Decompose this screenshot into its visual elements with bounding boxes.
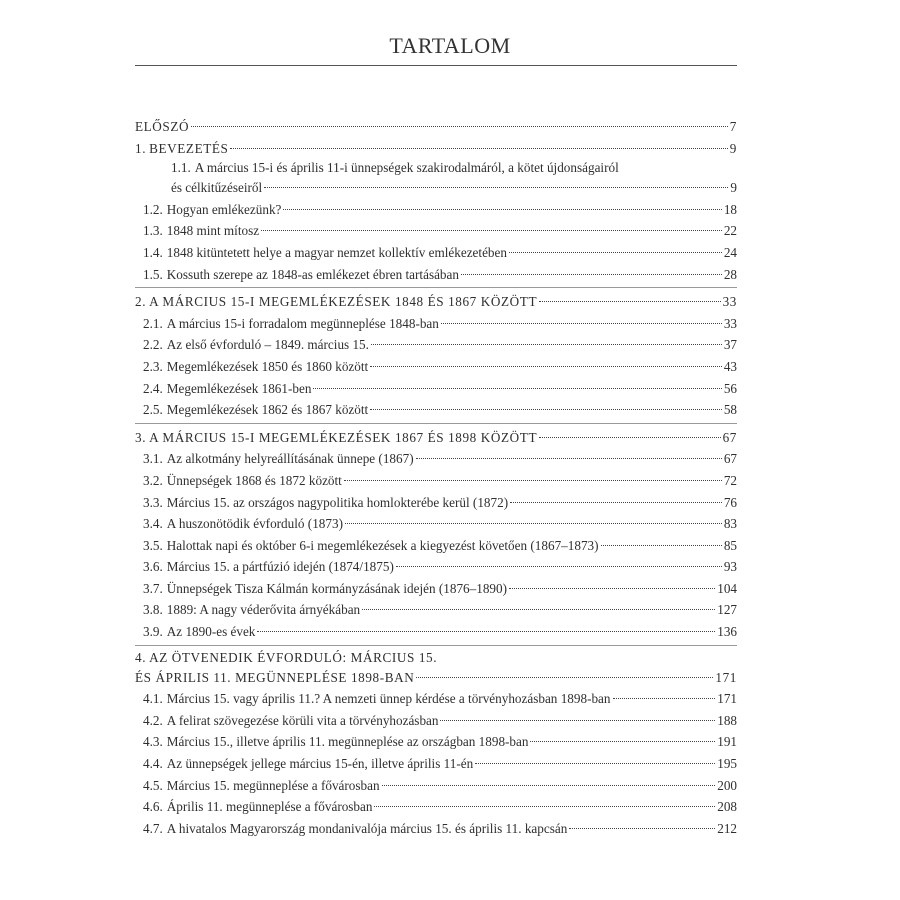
toc-number: 4.3. [143, 734, 163, 750]
toc-title: Április 11. megünneplése a fővárosban [166, 799, 373, 815]
toc-section[interactable] [135, 513, 737, 535]
toc-number: 2.4. [143, 380, 163, 396]
toc-number: 3.7. [143, 580, 163, 596]
toc-section[interactable] [135, 242, 737, 264]
toc-title: BEVEZETÉS [149, 140, 229, 156]
page-number: 67 [722, 429, 737, 445]
toc-number: 3.5. [143, 537, 163, 553]
page-number: 28 [723, 266, 737, 282]
toc-number: 3.8. [143, 602, 163, 618]
dot-leader [416, 458, 722, 459]
chapter-divider [135, 287, 737, 288]
toc-number: 4.2. [143, 712, 163, 728]
page-number: 200 [717, 777, 737, 793]
dot-leader [345, 523, 722, 524]
dot-leader [370, 366, 722, 367]
page-number: 85 [723, 537, 737, 553]
toc-section[interactable] [135, 448, 737, 470]
page-number: 18 [723, 201, 737, 217]
toc-number: 4.4. [143, 756, 163, 772]
toc-number: 4.5. [143, 777, 163, 793]
toc-section[interactable] [135, 731, 737, 753]
toc-section[interactable] [135, 470, 737, 492]
dot-leader [530, 741, 715, 742]
toc-number: 3.9. [143, 624, 163, 640]
toc-number: 2.1. [143, 315, 163, 331]
toc-section[interactable] [135, 492, 737, 514]
page-number: 104 [717, 580, 737, 596]
toc-section[interactable] [135, 688, 737, 710]
toc-section[interactable] [135, 578, 737, 600]
toc-number: 2.2. [143, 337, 163, 353]
page-number: 76 [723, 494, 737, 510]
toc-number: 1.1. [171, 160, 191, 176]
toc-title-first-line: AZ ÖTVENEDIK ÉVFORDULÓ: MÁRCIUS 15. [149, 649, 438, 665]
toc-section[interactable] [135, 818, 737, 840]
toc-section[interactable] [135, 399, 737, 421]
toc-title: A hivatalos Magyarország mondanivalója március 15. és április 11. kapcsán [166, 820, 568, 836]
page-number: 208 [717, 799, 737, 815]
dot-leader [613, 698, 716, 699]
toc-title: 1889: A nagy véderővita árnyékában [166, 602, 361, 618]
toc-title: 1848 mint mítosz [166, 223, 260, 239]
toc-number: 2. [135, 294, 147, 310]
toc-number: 3. [135, 429, 147, 445]
dot-leader [257, 631, 715, 632]
page-number: 33 [722, 294, 737, 310]
toc-title: Március 15., illetve április 11. megünneplése az országban 1898-ban [166, 734, 529, 750]
dot-leader [371, 344, 722, 345]
dot-leader [344, 480, 722, 481]
toc-title: Március 15. vagy április 11.? A nemzeti ünnep kérdése a törvényhozásban 1898-ban [166, 691, 611, 707]
toc-title: A MÁRCIUS 15-I MEGEMLÉKEZÉSEK 1848 ÉS 1867 KÖZÖTT [149, 294, 538, 310]
toc-section[interactable] [135, 621, 737, 643]
dot-leader [461, 274, 722, 275]
toc-chapter[interactable] [135, 427, 737, 449]
page-number: 72 [723, 472, 737, 488]
toc-title: ELŐSZÓ [135, 119, 190, 134]
dot-leader [261, 230, 722, 231]
page-number: 33 [723, 315, 737, 331]
toc-title: Kossuth szerepe az 1848-as emlékezet ébren tartásában [166, 266, 459, 282]
toc-title-first-line: A március 15-i és április 11-i ünnepségek szakirodalmáról, a kötet újdonságairól [194, 160, 619, 176]
dot-leader [396, 566, 722, 567]
dot-leader [362, 609, 715, 610]
page-number: 93 [723, 559, 737, 575]
page-number: 171 [715, 669, 737, 685]
toc-title: Március 15. az országos nagypolitika homlokterébe kerül (1872) [166, 494, 509, 510]
toc-number: 3.4. [143, 516, 163, 532]
page-number: 56 [723, 380, 737, 396]
toc-title: Ünnepségek 1868 és 1872 között [166, 472, 342, 488]
table-of-contents [135, 116, 737, 839]
toc-title: Az 1890-es évek [166, 624, 256, 640]
toc-section[interactable] [135, 159, 737, 199]
toc-section[interactable] [135, 599, 737, 621]
toc-title: Március 15. a pártfúzió idején (1874/1875) [166, 559, 394, 575]
page-number: 127 [717, 602, 737, 618]
page-number: 191 [717, 734, 737, 750]
toc-section[interactable] [135, 535, 737, 557]
dot-leader [313, 388, 721, 389]
page-number: 188 [717, 712, 737, 728]
chapter-divider [135, 423, 737, 424]
page-number: 58 [723, 402, 737, 418]
page-number: 212 [717, 820, 737, 836]
dot-leader [569, 828, 715, 829]
toc-title: A huszonötödik évforduló (1873) [166, 516, 343, 532]
toc-number: 4.6. [143, 799, 163, 815]
toc-title: A MÁRCIUS 15-I MEGEMLÉKEZÉSEK 1867 ÉS 1898 KÖZÖTT [149, 429, 538, 445]
dot-leader [264, 187, 728, 188]
toc-title: Megemlékezések 1861-ben [166, 380, 312, 396]
dot-leader [191, 126, 728, 127]
toc-chapter[interactable] [135, 291, 737, 313]
dot-leader [440, 720, 715, 721]
page-title: TARTALOM [389, 33, 511, 58]
toc-number: 1.4. [143, 244, 163, 260]
toc-section[interactable] [135, 356, 737, 378]
page-number: 67 [723, 451, 737, 467]
chapter-divider [135, 645, 737, 646]
toc-section[interactable] [135, 796, 737, 818]
dot-leader [283, 209, 721, 210]
toc-chapter[interactable] [135, 138, 737, 160]
page-number: 9 [729, 140, 737, 156]
dot-leader [510, 502, 722, 503]
toc-title: Az első évforduló – 1849. március 15. [166, 337, 369, 353]
toc-section[interactable] [135, 199, 737, 221]
toc-section[interactable] [135, 378, 737, 400]
toc-title: Az ünnepségek jellege március 15-én, illetve április 11-én [166, 756, 474, 772]
toc-title: és célkitűzéseiről [171, 180, 263, 196]
dot-leader [539, 301, 721, 302]
toc-number: 1.5. [143, 266, 163, 282]
toc-section[interactable] [135, 220, 737, 242]
toc-chapter[interactable] [135, 649, 737, 689]
toc-section[interactable] [135, 753, 737, 775]
toc-number: 4. [135, 649, 147, 665]
dot-leader [509, 588, 715, 589]
toc-number: 4.1. [143, 691, 163, 707]
page-number: 43 [723, 358, 737, 374]
toc-number: 3.2. [143, 472, 163, 488]
toc-section[interactable] [135, 334, 737, 356]
dot-leader [539, 437, 721, 438]
dot-leader [509, 252, 722, 253]
toc-title: Az alkotmány helyreállításának ünnepe (1867) [166, 451, 414, 467]
toc-number: 3.6. [143, 559, 163, 575]
toc-number: 1. [135, 140, 147, 156]
toc-title: Megemlékezések 1850 és 1860 között [166, 358, 369, 374]
toc-title: A felirat szövegezése körüli vita a törvényhozásban [166, 712, 439, 728]
dot-leader [230, 148, 727, 149]
toc-title: 1848 kitüntetett helye a magyar nemzet kollektív emlékezetében [166, 244, 507, 260]
toc-title: Március 15. megünneplése a fővárosban [166, 777, 380, 793]
title-divider [135, 65, 737, 66]
toc-section[interactable] [135, 264, 737, 286]
toc-chapter[interactable] [135, 116, 737, 138]
toc-section[interactable] [135, 313, 737, 335]
page-number: 37 [723, 337, 737, 353]
dot-leader [601, 545, 722, 546]
dot-leader [382, 785, 716, 786]
page-number: 22 [723, 223, 737, 239]
dot-leader [374, 806, 715, 807]
page-number: 195 [717, 756, 737, 772]
dot-leader [416, 677, 713, 678]
dot-leader [370, 409, 722, 410]
toc-title: Hogyan emlékezünk? [166, 201, 282, 217]
page-number: 136 [717, 624, 737, 640]
page-number: 24 [723, 244, 737, 260]
toc-number: 3.3. [143, 494, 163, 510]
toc-number: 4.7. [143, 820, 163, 836]
page-number: 83 [723, 516, 737, 532]
dot-leader [475, 763, 715, 764]
dot-leader [441, 323, 722, 324]
page-number: 7 [729, 119, 737, 134]
toc-section[interactable] [135, 710, 737, 732]
toc-number: 3.1. [143, 451, 163, 467]
toc-section[interactable] [135, 775, 737, 797]
toc-title: Megemlékezések 1862 és 1867 között [166, 402, 369, 418]
toc-title: A március 15-i forradalom megünneplése 1848-ban [166, 315, 439, 331]
toc-number: 1.3. [143, 223, 163, 239]
toc-title: ÉS ÁPRILIS 11. MEGÜNNEPLÉSE 1898-BAN [135, 669, 415, 685]
toc-number: 1.2. [143, 201, 163, 217]
toc-title: Ünnepségek Tisza Kálmán kormányzásának idején (1876–1890) [166, 580, 508, 596]
page-number: 171 [717, 691, 737, 707]
toc-title: Halottak napi és október 6-i megemlékezések a kiegyezést követően (1867–1873) [166, 537, 599, 553]
toc-number: 2.5. [143, 402, 163, 418]
toc-number: 2.3. [143, 358, 163, 374]
toc-section[interactable] [135, 556, 737, 578]
page-number: 9 [730, 180, 737, 196]
